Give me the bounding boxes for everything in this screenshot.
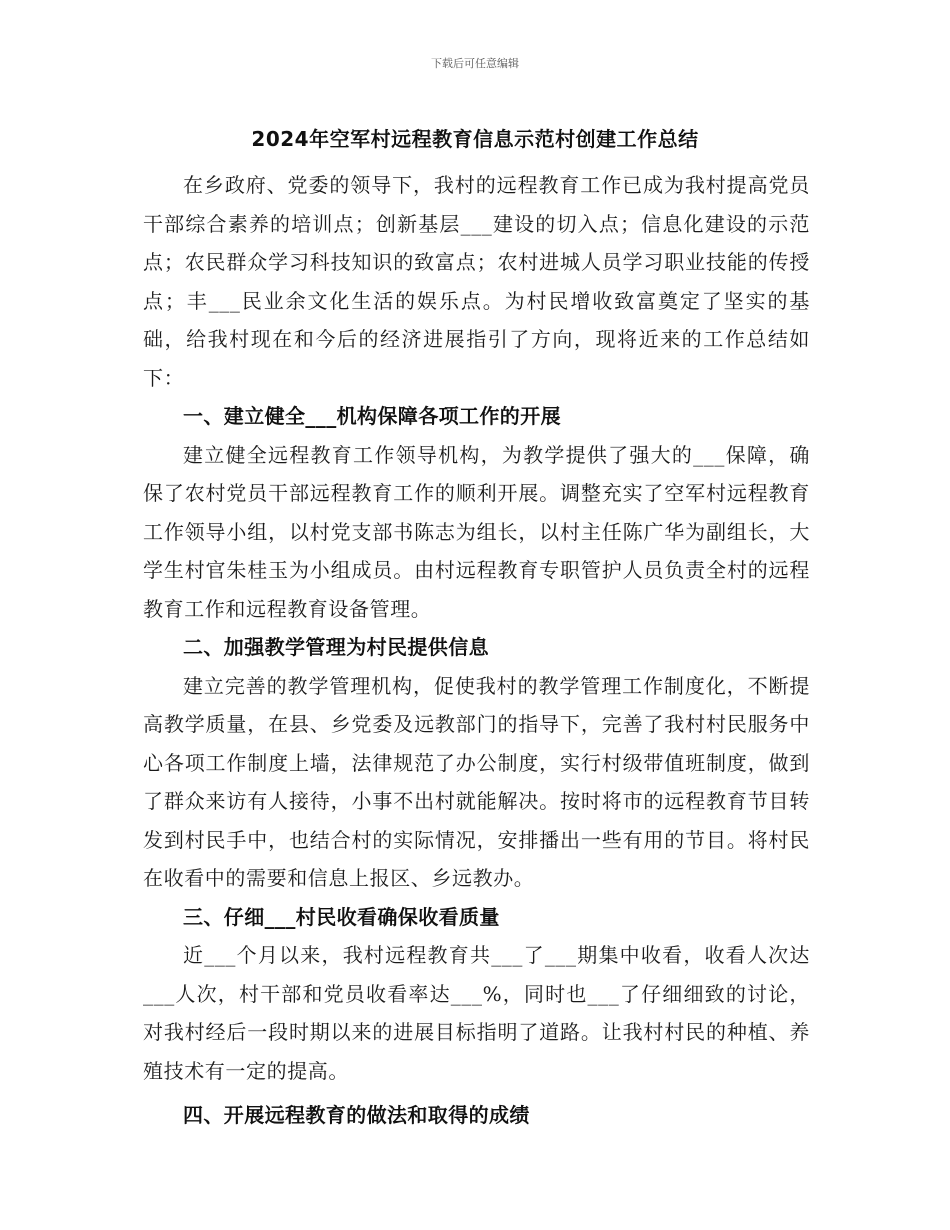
section-3-body: 近___个月以来，我村远程教育共___了___期集中收看，收看人次达___人次，村干部和党员收看率达___%，同时也___了仔细细致的讨论，对我村经后一段时期以来的进展目标指明了道路。让我村村民的种植、养殖技术有一定的提高。: [143, 943, 810, 1083]
intro-paragraph: 在乡政府、党委的领导下，我村的远程教育工作已成为我村提高党员干部综合素养的培训点；创新基层___建设的切入点；信息化建设的示范点；农民群众学习科技知识的致富点；农村进城人员学习职业技能的传授点；丰___民业余文化生活的娱乐点。为村民增收致富奠定了坚实的基础，给我村现在和今后的经济进展指引了方向，现将近来的工作总结如下：: [143, 173, 810, 390]
section-1-heading: 一、建立健全___机构保障各项工作的开展: [183, 404, 561, 428]
document-body: [143, 166, 810, 1135]
document-title: 2024年空军村远程教育信息示范村创建工作总结: [251, 127, 699, 151]
section-4-heading: 四、开展远程教育的做法和取得的成绩: [183, 1103, 530, 1127]
section-2-body: 建立完善的教学管理机构，促使我村的教学管理工作制度化，不断提高教学质量，在县、乡党委及远教部门的指导下，完善了我村村民服务中心各项工作制度上墙，法律规范了办公制度，实行村级带值班制度，做到了群众来访有人接待，小事不出村就能解决。按时将市的远程教育节目转发到村民手中，也结合村的实际情况，安排播出一些有用的节目。将村民在收看中的需要和信息上报区、乡远教办。: [143, 673, 810, 890]
section-3-heading: 三、仔细___村民收看确保收看质量: [183, 904, 500, 929]
section-2-heading: 二、加强教学管理为村民提供信息: [183, 635, 489, 659]
section-1-body: 建立健全远程教育工作领导机构，为教学提供了强大的___保障，确保了农村党员干部远程教育工作的顺利开展。调整充实了空军村远程教育工作领导小组，以村党支部书陈志为组长，以村主任陈广华为副组长，大学生村官朱桂玉为小组成员。由村远程教育专职管护人员负责全村的远程教育工作和远程教育设备管理。: [143, 442, 810, 621]
header-note: 下载后可任意编辑: [431, 57, 519, 70]
